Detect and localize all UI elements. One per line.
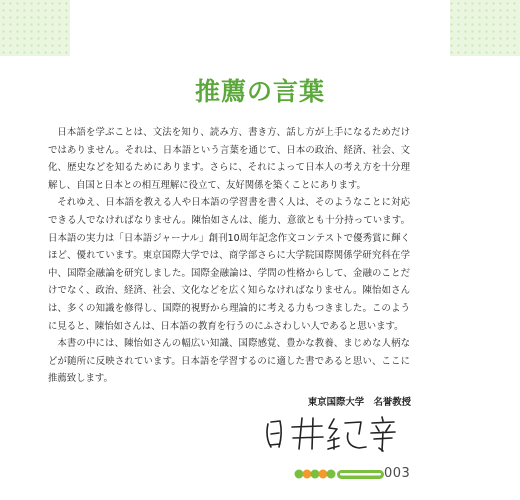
series-logo <box>294 467 386 481</box>
page-number: 003 <box>384 466 411 481</box>
author-affiliation: 東京国際大学 名誉教授 <box>307 397 411 408</box>
handwritten-signature <box>262 414 412 452</box>
recommendation-body <box>48 124 410 388</box>
paragraph: それゆえ、日本語を教える人や日本語の学習書を書く人は、そのようなことに対応できる人でなければなりません。陳怡如さんは、能力、意欲とも十分持っています。日本語の実力は「日本語ジャーナル」創刊10周年記念作文コンテストで優秀賞に輝くほど、優れています。東京国際大学では、商学部さらに大学院国際関係学研究科在学中、国際金融論を研究しました。国際金融論は、学問の性格からして、金融のことだけでなく、政治、経済、社会、文化などを広く知らなければなりません。陳怡如さんは、多くの知識を修得し、国際的視野から理論的に考える力もつきました。このように見ると、陳怡如さんは、日本語の教育を行うのにふさわしい人であると思います。 <box>48 197 410 332</box>
paragraph: 日本語を学ぶことは、文法を知り、読み方、書き方、話し方が上手になるためだけではありません。それは、日本語という言葉を通じて、日本の政治、経済、社会、文化、歴史などを知るためにあります。さらに、それによって日本人の考え方を十分理解し、自国と日本との相互理解に役立て、友好関係を築くことにあります。 <box>48 127 410 191</box>
paragraph: 本書の中には、陳怡如さんの幅広い知識、国際感覚、豊かな教養、まじめな人柄などが随所に反映されています。日本語を学習するのに適した書であると思い、ここに推薦致します。 <box>48 338 410 385</box>
page-title: 推薦の言葉 <box>194 77 325 106</box>
